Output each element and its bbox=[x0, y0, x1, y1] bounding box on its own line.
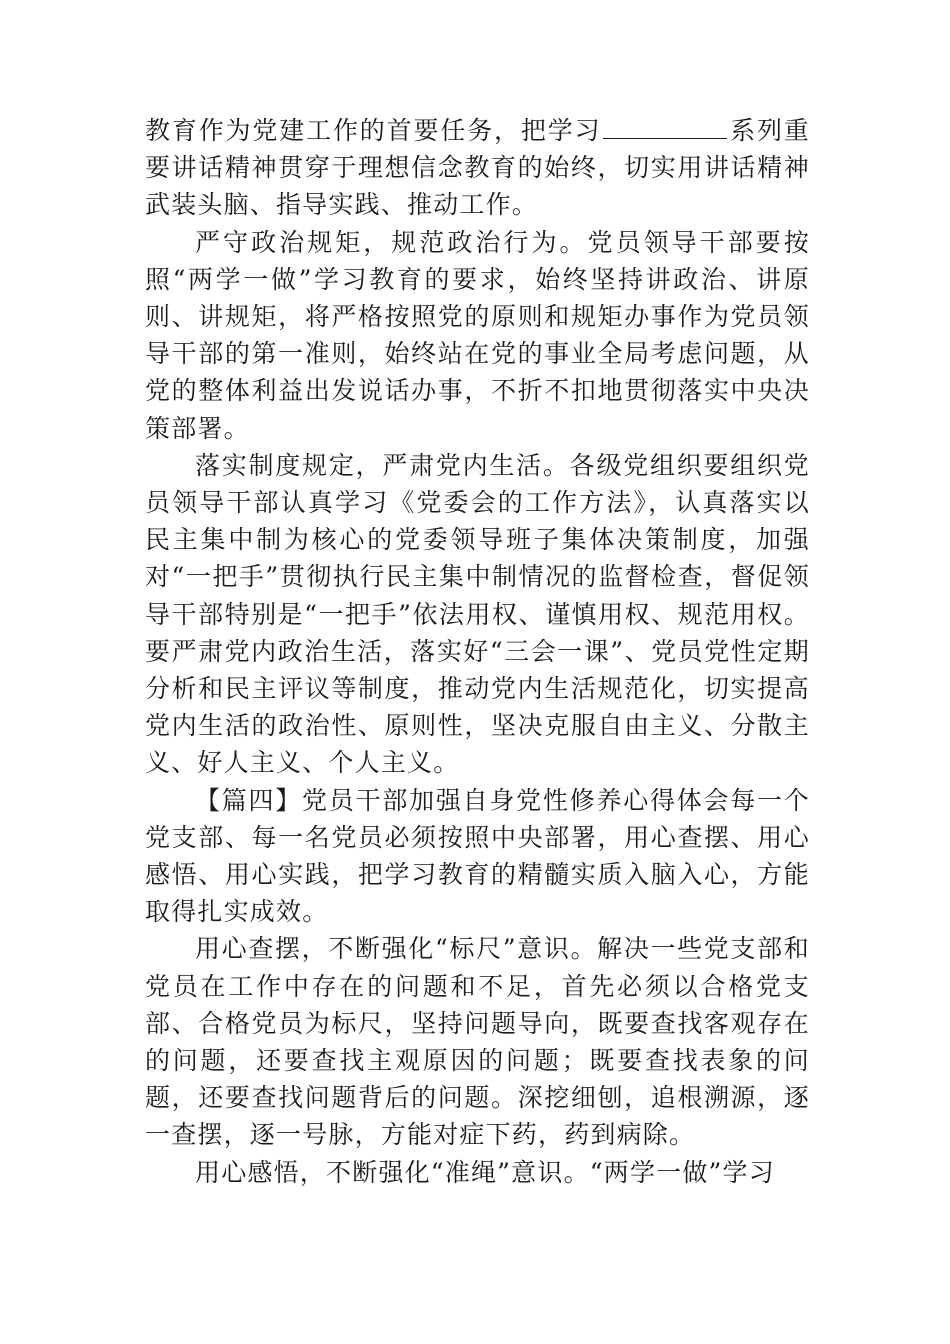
paragraph-guideline-awareness: 用心感悟，不断强化“准绳”意识。“两学一做”学习 bbox=[195, 1157, 775, 1187]
paragraph-political-rules: 严守政治规矩，规范政治行为。党员领导干部要按照“两学一做”学习教育的要求，始终坚持讲政治、讲原则、讲规矩，将严格按照党的原则和规矩办事作为党员领导干部的第一准则，始终站在党的事业全局考虑问题，从党的整体利益出发说话办事，不折不扣地贯彻落实中央决策部署。 bbox=[145, 227, 810, 443]
paragraph-text-before-blank: 教育作为党建工作的首要任务，把学习 bbox=[145, 116, 602, 145]
paragraph-text-after-blank: 系列重要讲话精神贯穿于理想信念教育的始终，切实用讲话精神武装头脑、指导实践、推动工作。 bbox=[145, 116, 811, 220]
paragraph-party-life: 落实制度规定，严肃党内生活。各级党组织要组织党员领导干部认真学习《党委会的工作方法》，认真落实以民主集中制为核心的党委领导班子集体决策制度，加强对“一把手”贯彻执行民主集中制情况的监督检查，督促领导干部特别是“一把手”依法用权、谨慎用权、规范用权。要严肃党内政治生活，落实好“三会一课”、党员党性定期分析和民主评议等制度，推动党内生活规范化，切实提高党内生活的政治性、原则性，坚决克服自由主义、分散主义、好人主义、个人主义。 bbox=[145, 450, 810, 778]
paragraph-standard-awareness: 用心查摆，不断强化“标尺”意识。解决一些党支部和党员在工作中存在的问题和不足，首先必须以合格党支部、合格党员为标尺，坚持问题导向，既要查找客观存在的问题，还要查找主观原因的问题；既要查找表象的问题，还要查找问题背后的问题。深挖细刨，追根溯源，逐一查摆，逐一号脉，方能对症下药，药到病除。 bbox=[145, 934, 810, 1150]
fill-in-blank-line bbox=[603, 114, 727, 139]
document-body bbox=[145, 112, 810, 1191]
paragraph-chapter-four: 【篇四】党员干部加强自身党性修养心得体会每一个党支部、每一名党员必须按照中央部署，用心查摆、用心感悟、用心实践，把学习教育的精髓实质入脑入心，方能取得扎实成效。 bbox=[145, 785, 810, 927]
paragraph-continued bbox=[145, 112, 810, 224]
